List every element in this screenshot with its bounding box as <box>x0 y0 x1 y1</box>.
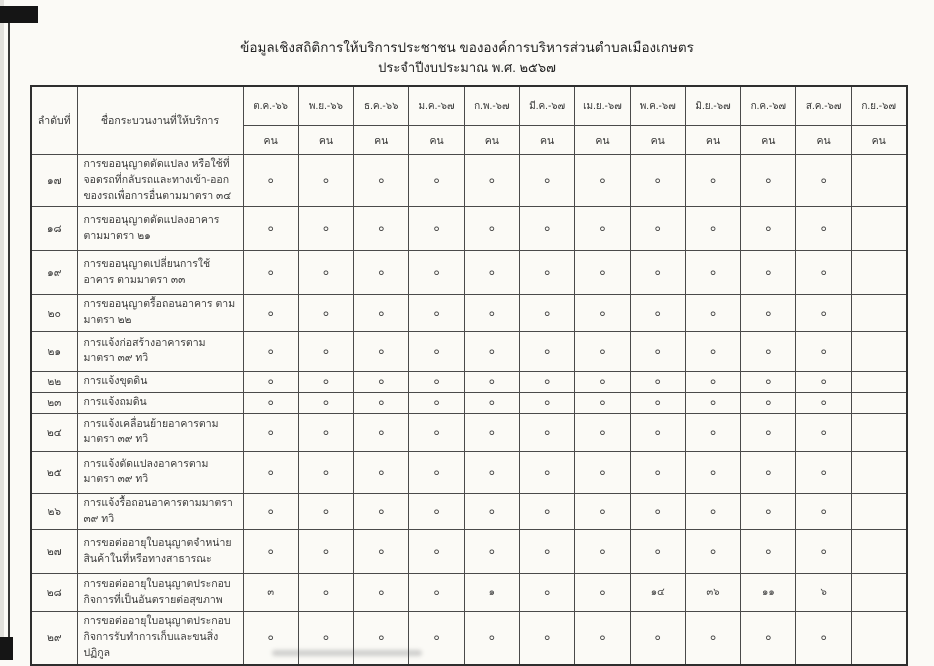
value-cell: ๐ <box>796 251 851 295</box>
row-number-cell: ๒๑ <box>31 331 77 371</box>
title-block <box>0 38 934 79</box>
table-row <box>31 371 907 392</box>
value-cell: ๐ <box>409 612 464 665</box>
month-header: พ.ค.-๖๗ <box>630 86 685 126</box>
value-cell: ๐ <box>409 251 464 295</box>
value-cell: ๐ <box>519 493 574 530</box>
unit-label-cell: คน <box>298 126 353 155</box>
value-cell: ๐ <box>685 530 740 574</box>
table-row <box>31 295 907 332</box>
value-cell: ๐ <box>575 413 630 451</box>
scan-artifact-top-left <box>0 6 38 23</box>
process-name-cell: การขอต่ออายุใบอนุญาตประกอบกิจการรับทำการเก็บและขนสิ่งปฏิกูล <box>77 612 243 665</box>
value-cell: ๐ <box>685 451 740 493</box>
scan-artifact-right-edge <box>0 0 4 660</box>
value-cell: ๐ <box>243 295 298 332</box>
value-cell: ๐ <box>796 207 851 251</box>
value-cell: ๐ <box>796 612 851 665</box>
value-cell: ๐ <box>409 574 464 612</box>
value-cell: ๐ <box>243 371 298 392</box>
value-cell: ๐ <box>298 392 353 413</box>
value-cell: ๐ <box>575 251 630 295</box>
value-cell: ๑ <box>464 574 519 612</box>
value-cell: ๐ <box>243 251 298 295</box>
process-name-cell: การแจ้งดัดแปลงอาคารตามมาตรา ๓๙ ทวิ <box>77 451 243 493</box>
value-cell: ๐ <box>354 451 409 493</box>
table-row <box>31 251 907 295</box>
month-header: มี.ค.-๖๗ <box>519 86 574 126</box>
value-cell: ๐ <box>741 155 796 207</box>
value-cell: ๐ <box>685 392 740 413</box>
value-cell: ๐ <box>741 295 796 332</box>
value-cell: ๐ <box>741 530 796 574</box>
process-name-cell: การขออนุญาตดัดแปลง หรือใช้ที่จอดรถที่กลับรถและทางเข้า-ออกของรถเพื่อการอื่นตามมาตรา ๓๔ <box>77 155 243 207</box>
month-header: ก.ย.-๖๗ <box>851 86 906 126</box>
month-header: ก.พ.-๖๗ <box>464 86 519 126</box>
value-cell: ๐ <box>575 331 630 371</box>
value-cell: ๐ <box>519 295 574 332</box>
value-cell: ๐ <box>409 331 464 371</box>
value-cell: ๐ <box>630 530 685 574</box>
value-cell: ๐ <box>575 207 630 251</box>
value-cell: ๐ <box>354 331 409 371</box>
value-cell: ๐ <box>685 331 740 371</box>
value-cell: ๐ <box>575 155 630 207</box>
row-number-cell: ๒๓ <box>31 392 77 413</box>
value-cell: ๐ <box>685 413 740 451</box>
value-cell: ๐ <box>354 251 409 295</box>
value-cell: ๑๔ <box>630 574 685 612</box>
unit-label-cell: คน <box>243 126 298 155</box>
value-cell: ๐ <box>243 155 298 207</box>
value-cell: ๐ <box>519 251 574 295</box>
month-header: ส.ค.-๖๗ <box>796 86 851 126</box>
value-cell: ๐ <box>243 392 298 413</box>
value-cell: ๐ <box>519 574 574 612</box>
value-cell: ๐ <box>298 371 353 392</box>
value-cell: ๐ <box>409 392 464 413</box>
value-cell: ๐ <box>464 451 519 493</box>
value-cell <box>851 493 906 530</box>
value-cell: ๐ <box>741 207 796 251</box>
row-number-cell: ๒๙ <box>31 612 77 665</box>
value-cell: ๐ <box>519 155 574 207</box>
month-header: ก.ค.-๖๗ <box>741 86 796 126</box>
value-cell <box>851 295 906 332</box>
value-cell: ๑๑ <box>741 574 796 612</box>
table-row <box>31 413 907 451</box>
table-row <box>31 155 907 207</box>
scan-artifact-bottom-left <box>0 637 13 660</box>
row-number-cell: ๒๔ <box>31 413 77 451</box>
column-header-process: ชื่อกระบวนงานที่ให้บริการ <box>77 86 243 155</box>
unit-label-cell: คน <box>519 126 574 155</box>
value-cell: ๐ <box>298 331 353 371</box>
value-cell: ๐ <box>685 371 740 392</box>
value-cell: ๐ <box>796 371 851 392</box>
value-cell: ๐ <box>630 371 685 392</box>
value-cell <box>851 251 906 295</box>
value-cell: ๐ <box>298 574 353 612</box>
value-cell: ๐ <box>298 413 353 451</box>
value-cell: ๐ <box>796 413 851 451</box>
table-row <box>31 493 907 530</box>
unit-label-cell: คน <box>575 126 630 155</box>
value-cell: ๐ <box>630 155 685 207</box>
table-row <box>31 451 907 493</box>
value-cell: ๐ <box>243 451 298 493</box>
value-cell: ๐ <box>796 155 851 207</box>
value-cell: ๐ <box>298 295 353 332</box>
value-cell: ๖ <box>796 574 851 612</box>
month-header: เม.ย.-๖๗ <box>575 86 630 126</box>
month-header-row <box>31 86 907 126</box>
value-cell: ๐ <box>409 413 464 451</box>
value-cell: ๐ <box>630 331 685 371</box>
value-cell: ๐ <box>243 493 298 530</box>
value-cell: ๐ <box>243 612 298 665</box>
row-number-cell: ๑๗ <box>31 155 77 207</box>
value-cell: ๐ <box>796 530 851 574</box>
value-cell <box>851 155 906 207</box>
value-cell <box>851 331 906 371</box>
value-cell: ๓ <box>243 574 298 612</box>
month-header: มิ.ย.-๖๗ <box>685 86 740 126</box>
process-name-cell: การแจ้งขุดดิน <box>77 371 243 392</box>
process-name-cell: การแจ้งถมดิน <box>77 392 243 413</box>
value-cell: ๐ <box>630 413 685 451</box>
process-name-cell: การขออนุญาตดัดแปลงอาคาร ตามมาตรา ๒๑ <box>77 207 243 251</box>
unit-label-cell: คน <box>630 126 685 155</box>
value-cell: ๐ <box>298 612 353 665</box>
process-name-cell: การแจ้งก่อสร้างอาคารตามมาตรา ๓๙ ทวิ <box>77 331 243 371</box>
value-cell: ๐ <box>741 251 796 295</box>
value-cell: ๐ <box>464 392 519 413</box>
unit-label-cell: คน <box>796 126 851 155</box>
value-cell: ๐ <box>298 155 353 207</box>
value-cell: ๐ <box>464 155 519 207</box>
value-cell: ๐ <box>354 413 409 451</box>
column-header-seq: ลำดับที่ <box>31 86 77 155</box>
value-cell: ๐ <box>464 413 519 451</box>
value-cell: ๐ <box>409 155 464 207</box>
value-cell: ๐ <box>409 207 464 251</box>
value-cell: ๐ <box>685 295 740 332</box>
row-number-cell: ๒๖ <box>31 493 77 530</box>
value-cell: ๐ <box>685 207 740 251</box>
table-row <box>31 530 907 574</box>
value-cell <box>851 392 906 413</box>
unit-label-cell: คน <box>685 126 740 155</box>
value-cell: ๐ <box>409 295 464 332</box>
value-cell: ๐ <box>354 530 409 574</box>
value-cell: ๐ <box>354 155 409 207</box>
value-cell: ๐ <box>575 612 630 665</box>
process-name-cell: การขออนุญาตรื้อถอนอาคาร ตามมาตรา ๒๒ <box>77 295 243 332</box>
value-cell: ๐ <box>464 530 519 574</box>
value-cell <box>851 207 906 251</box>
table-row <box>31 392 907 413</box>
table-row <box>31 331 907 371</box>
statistics-table <box>30 85 908 666</box>
value-cell: ๐ <box>741 493 796 530</box>
row-number-cell: ๑๘ <box>31 207 77 251</box>
value-cell: ๐ <box>243 331 298 371</box>
value-cell: ๐ <box>685 612 740 665</box>
month-header: ธ.ค.-๖๖ <box>354 86 409 126</box>
value-cell: ๐ <box>243 413 298 451</box>
value-cell: ๐ <box>796 392 851 413</box>
value-cell: ๐ <box>575 295 630 332</box>
value-cell: ๐ <box>630 251 685 295</box>
scan-artifact-left-line <box>8 22 10 640</box>
value-cell: ๐ <box>796 451 851 493</box>
value-cell <box>851 612 906 665</box>
unit-label-cell: คน <box>851 126 906 155</box>
value-cell: ๐ <box>354 392 409 413</box>
value-cell: ๐ <box>741 371 796 392</box>
value-cell: ๐ <box>464 612 519 665</box>
value-cell <box>851 371 906 392</box>
value-cell: ๐ <box>519 451 574 493</box>
value-cell: ๐ <box>575 451 630 493</box>
value-cell: ๐ <box>409 530 464 574</box>
value-cell: ๐ <box>519 331 574 371</box>
value-cell: ๐ <box>741 612 796 665</box>
value-cell: ๐ <box>519 530 574 574</box>
value-cell: ๐ <box>519 392 574 413</box>
value-cell: ๐ <box>409 493 464 530</box>
unit-label-cell: คน <box>741 126 796 155</box>
value-cell: ๐ <box>298 207 353 251</box>
value-cell: ๐ <box>575 574 630 612</box>
value-cell <box>851 530 906 574</box>
table-row <box>31 612 907 665</box>
value-cell: ๐ <box>575 392 630 413</box>
value-cell: ๐ <box>464 251 519 295</box>
process-name-cell: การแจ้งเคลื่อนย้ายอาคารตามมาตรา ๓๙ ทวิ <box>77 413 243 451</box>
value-cell: ๐ <box>630 451 685 493</box>
value-cell: ๐ <box>575 493 630 530</box>
value-cell: ๐ <box>519 413 574 451</box>
value-cell: ๐ <box>519 612 574 665</box>
unit-label-cell: คน <box>464 126 519 155</box>
value-cell: ๐ <box>519 371 574 392</box>
value-cell: ๐ <box>464 207 519 251</box>
value-cell: ๐ <box>464 493 519 530</box>
value-cell <box>851 574 906 612</box>
value-cell: ๐ <box>243 207 298 251</box>
value-cell: ๐ <box>354 493 409 530</box>
month-header: ต.ค.-๖๖ <box>243 86 298 126</box>
row-number-cell: ๒๐ <box>31 295 77 332</box>
document-subtitle: ประจำปีงบประมาณ พ.ศ. ๒๕๖๗ <box>378 60 556 76</box>
value-cell: ๐ <box>685 155 740 207</box>
value-cell: ๐ <box>354 371 409 392</box>
value-cell: ๐ <box>519 207 574 251</box>
process-name-cell: การขอต่ออายุใบอนุญาตประกอบกิจการที่เป็นอันตรายต่อสุขภาพ <box>77 574 243 612</box>
value-cell: ๐ <box>298 251 353 295</box>
table-row <box>31 574 907 612</box>
value-cell: ๐ <box>575 371 630 392</box>
value-cell <box>851 413 906 451</box>
value-cell: ๐ <box>741 451 796 493</box>
value-cell: ๐ <box>243 530 298 574</box>
value-cell: ๐ <box>630 295 685 332</box>
value-cell: ๐ <box>796 295 851 332</box>
value-cell <box>851 451 906 493</box>
value-cell: ๐ <box>354 295 409 332</box>
row-number-cell: ๒๗ <box>31 530 77 574</box>
value-cell: ๐ <box>796 331 851 371</box>
month-header: ม.ค.-๖๗ <box>409 86 464 126</box>
value-cell: ๐ <box>741 413 796 451</box>
value-cell: ๐ <box>409 451 464 493</box>
row-number-cell: ๒๘ <box>31 574 77 612</box>
value-cell: ๐ <box>354 207 409 251</box>
value-cell: ๐ <box>630 392 685 413</box>
value-cell: ๐ <box>298 451 353 493</box>
value-cell: ๐ <box>685 493 740 530</box>
value-cell: ๐ <box>741 331 796 371</box>
value-cell: ๐ <box>464 371 519 392</box>
table-row <box>31 207 907 251</box>
value-cell: ๓๖ <box>685 574 740 612</box>
value-cell: ๐ <box>630 493 685 530</box>
document-title: ข้อมูลเชิงสถิติการให้บริการประชาชน ขององค์การบริหารส่วนตำบลเมืองเกษตร <box>240 40 694 55</box>
value-cell: ๐ <box>575 530 630 574</box>
value-cell: ๐ <box>354 612 409 665</box>
process-name-cell: การขอต่ออายุใบอนุญาตจำหน่ายสินค้าในที่หรือทางสาธารณะ <box>77 530 243 574</box>
row-number-cell: ๒๕ <box>31 451 77 493</box>
row-number-cell: ๑๙ <box>31 251 77 295</box>
value-cell: ๐ <box>409 371 464 392</box>
row-number-cell: ๒๒ <box>31 371 77 392</box>
process-name-cell: การขออนุญาตเปลี่ยนการใช้อาคาร ตามมาตรา ๓๓ <box>77 251 243 295</box>
value-cell: ๐ <box>630 612 685 665</box>
value-cell: ๐ <box>741 392 796 413</box>
value-cell: ๐ <box>298 493 353 530</box>
unit-label-cell: คน <box>409 126 464 155</box>
value-cell: ๐ <box>685 251 740 295</box>
month-header: พ.ย.-๖๖ <box>298 86 353 126</box>
value-cell: ๐ <box>354 574 409 612</box>
table-body <box>31 155 907 665</box>
value-cell: ๐ <box>298 530 353 574</box>
process-name-cell: การแจ้งรื้อถอนอาคารตามมาตรา ๓๙ ทวิ <box>77 493 243 530</box>
value-cell: ๐ <box>630 207 685 251</box>
value-cell: ๐ <box>796 493 851 530</box>
unit-label-cell: คน <box>354 126 409 155</box>
value-cell: ๐ <box>464 295 519 332</box>
value-cell: ๐ <box>464 331 519 371</box>
